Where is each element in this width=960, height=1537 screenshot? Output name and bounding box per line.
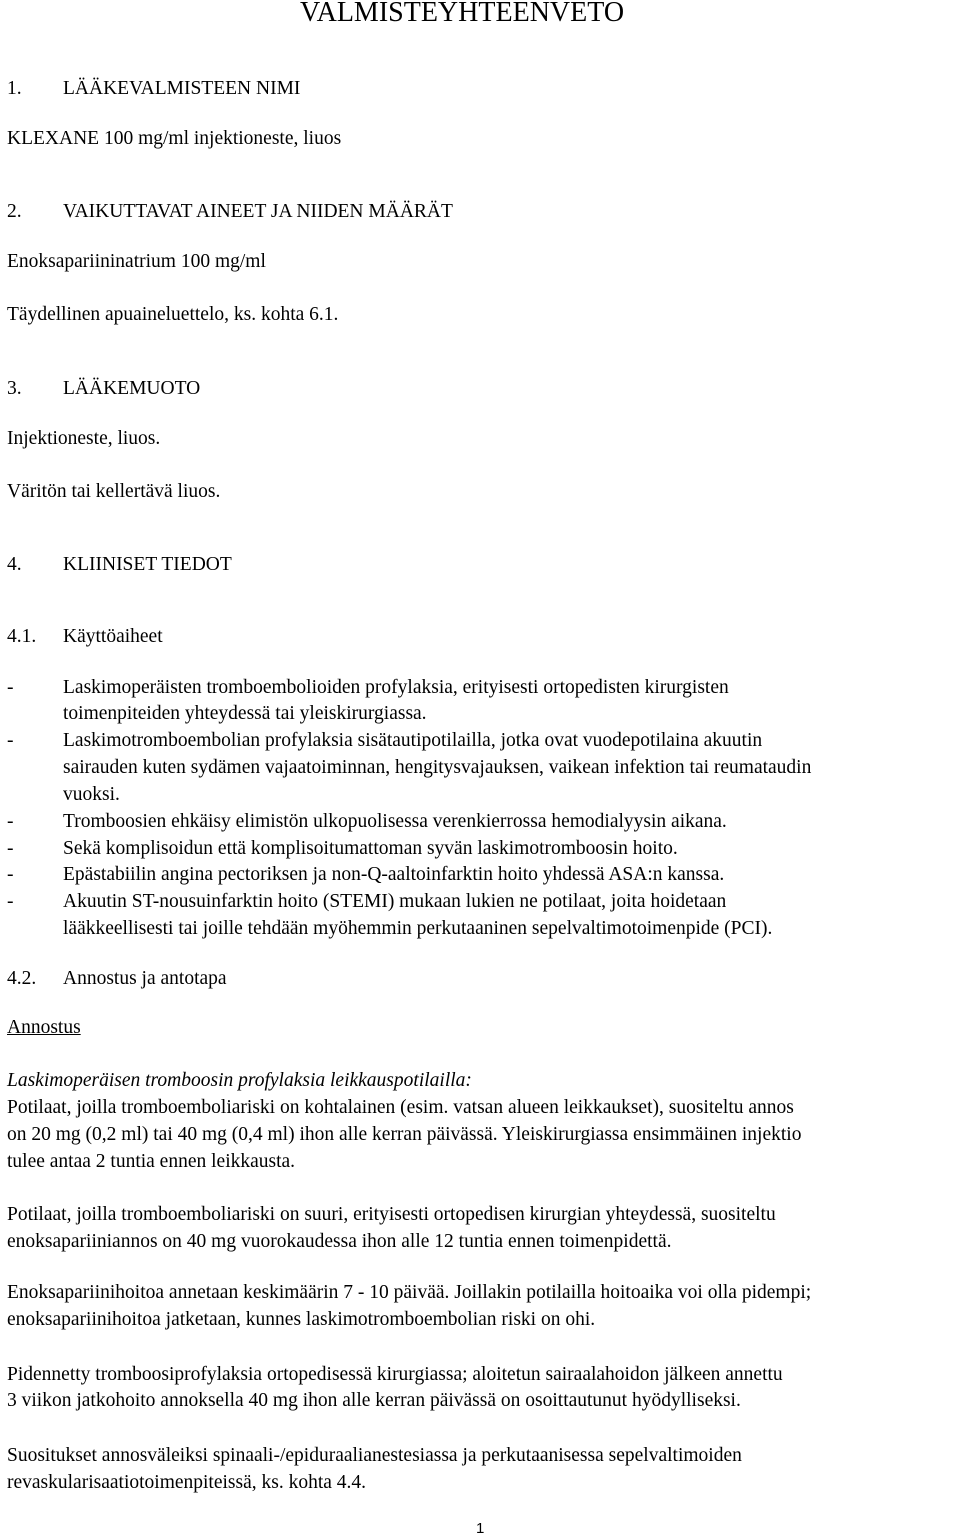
- indication-line: Sekä komplisoidun että komplisoitumattoman syvän laskimotromboosin hoito.: [63, 838, 678, 859]
- section-1-heading: LÄÄKEVALMISTEEN NIMI: [63, 78, 301, 99]
- section-3-number: 3.: [7, 378, 22, 399]
- dosage-line: revaskularisaatiotoimenpiteissä, ks. kohta 4.4.: [7, 1472, 367, 1493]
- dosage-line: Potilaat, joilla tromboemboliariski on suuri, erityisesti ortopedisen kirurgian yhteydessä, suositeltu: [7, 1204, 776, 1225]
- bullet-dash: -: [7, 864, 14, 885]
- indication-line: Akuutin ST-nousuinfarktin hoito (STEMI) mukaan lukien ne potilaat, joita hoidetaan: [63, 891, 727, 912]
- indication-line: Laskimotromboembolian profylaksia sisätautipotilailla, jotka ovat vuodepotilaina akuutin: [63, 730, 763, 751]
- dosage-line: Suositukset annosväleiksi spinaali-/epiduraalianestesiassa ja perkutaanisessa sepelvaltimoiden: [7, 1445, 742, 1466]
- section-4-1-number: 4.1.: [7, 626, 37, 647]
- dosage-line: Enoksapariinihoitoa annetaan keskimäärin 7 - 10 päivää. Joillakin potilailla hoitoaika voi olla pidempi;: [7, 1282, 812, 1303]
- section-1-text: KLEXANE 100 mg/ml injektioneste, liuos: [7, 128, 342, 149]
- dosage-line: Pidennetty tromboosiprofylaksia ortopedisessä kirurgiassa; aloitetun sairaalahoidon jälkeen annettu: [7, 1364, 783, 1385]
- dosage-line: enoksapariinihoitoa jatketaan, kunnes laskimotromboembolian riski on ohi.: [7, 1309, 596, 1330]
- dosage-line: on 20 mg (0,2 ml) tai 40 mg (0,4 ml) ihon alle kerran päivässä. Yleiskirurgiassa ensimmäinen injektio: [7, 1124, 802, 1145]
- indication-line: Tromboosien ehkäisy elimistön ulkopuolisessa verenkierrossa hemodialyysin aikana.: [63, 811, 727, 832]
- section-3-heading: LÄÄKEMUOTO: [63, 378, 201, 399]
- section-3-text-2: Väritön tai kellertävä liuos.: [7, 481, 221, 502]
- dosage-line: tulee antaa 2 tuntia ennen leikkausta.: [7, 1151, 296, 1172]
- dosage-line: enoksapariiniannos on 40 mg vuorokaudessa ihon alle 12 tuntia ennen toimenpidettä.: [7, 1231, 672, 1252]
- bullet-dash: -: [7, 811, 14, 832]
- section-2-number: 2.: [7, 201, 22, 222]
- section-4-number: 4.: [7, 554, 22, 575]
- bullet-dash: -: [7, 730, 14, 751]
- dosage-subheading: Annostus: [7, 1017, 81, 1038]
- section-4-heading: KLIINISET TIEDOT: [63, 554, 232, 575]
- prophylaxis-heading: Laskimoperäisen tromboosin profylaksia leikkauspotilailla:: [7, 1070, 472, 1091]
- section-2-heading: VAIKUTTAVAT AINEET JA NIIDEN MÄÄRÄT: [63, 201, 453, 222]
- indication-line: lääkkeellisesti tai joille tehdään myöhemmin perkutaaninen sepelvaltimotoimenpide (PCI).: [63, 918, 773, 939]
- page-title: VALMISTEYHTEENVETO: [300, 0, 625, 28]
- section-2-text-2: Täydellinen apuaineluettelo, ks. kohta 6.1.: [7, 304, 339, 325]
- dosage-line: Potilaat, joilla tromboemboliariski on kohtalainen (esim. vatsan alueen leikkaukset), suositeltu annos: [7, 1097, 794, 1118]
- section-2-text-1: Enoksapariininatrium 100 mg/ml: [7, 251, 266, 272]
- section-4-2-heading: Annostus ja antotapa: [63, 968, 227, 989]
- indication-line: toimenpiteiden yhteydessä tai yleiskirurgiassa.: [63, 703, 427, 724]
- section-3-text-1: Injektioneste, liuos.: [7, 428, 161, 449]
- section-4-2-number: 4.2.: [7, 968, 37, 989]
- page-number: 1: [476, 1520, 485, 1537]
- indication-line: Epästabiilin angina pectoriksen ja non-Q-aaltoinfarktin hoito yhdessä ASA:n kanssa.: [63, 864, 725, 885]
- bullet-dash: -: [7, 891, 14, 912]
- bullet-dash: -: [7, 677, 14, 698]
- indication-line: Laskimoperäisten tromboembolioiden profylaksia, erityisesti ortopedisten kirurgisten: [63, 677, 729, 698]
- indication-line: sairauden kuten sydämen vajaatoiminnan, hengitysvajauksen, vaikean infektion tai reumataudin: [63, 757, 812, 778]
- indication-line: vuoksi.: [63, 784, 120, 805]
- section-1-number: 1.: [7, 78, 22, 99]
- dosage-line: 3 viikon jatkohoito annoksella 40 mg ihon alle kerran päivässä on osoittautunut hyödylliseksi.: [7, 1390, 741, 1411]
- bullet-dash: -: [7, 838, 14, 859]
- section-4-1-heading: Käyttöaiheet: [63, 626, 163, 647]
